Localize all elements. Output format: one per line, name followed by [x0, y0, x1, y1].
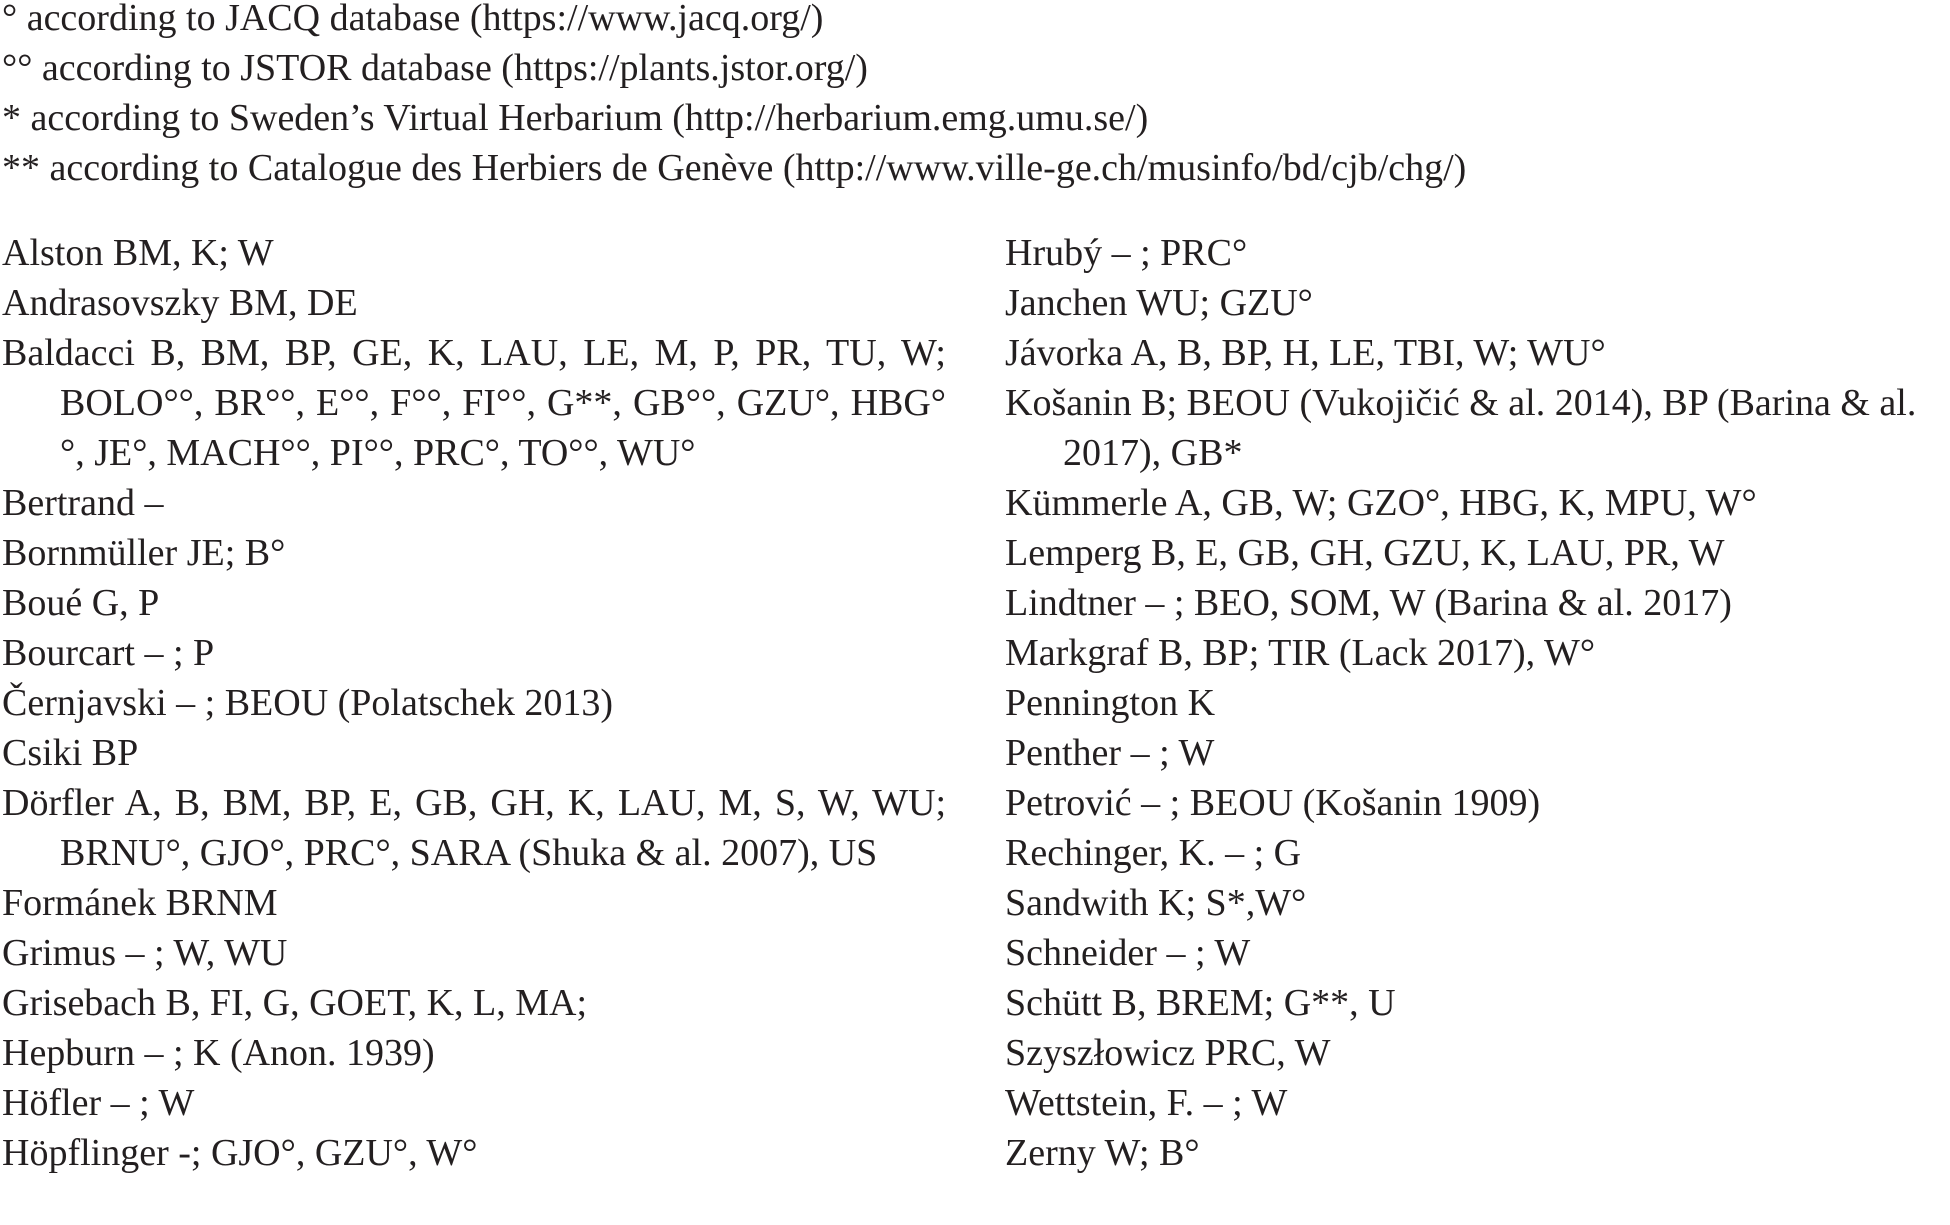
collector-entry: Kümmerle A, GB, W; GZO°, HBG, K, MPU, W°: [1005, 482, 1757, 524]
collector-entry: Grimus – ; W, WU: [2, 932, 288, 974]
collector-entry: Košanin B; BEOU (Vukojičić & al. 2014), BP (Barina & al. 2017), GB*: [1005, 382, 1917, 474]
collector-entry: Boué G, P: [2, 582, 160, 624]
collector-entry: Schneider – ; W: [1005, 932, 1251, 974]
collector-entry: Lindtner – ; BEO, SOM, W (Barina & al. 2017): [1005, 582, 1732, 624]
collector-entry: Höfler – ; W: [2, 1082, 195, 1124]
note-jstor: °° according to JSTOR database (https://plants.jstor.org/): [2, 47, 868, 89]
collector-entry: Penther – ; W: [1005, 732, 1215, 774]
collector-entry: Černjavski – ; BEOU (Polatschek 2013): [2, 682, 614, 724]
collector-list-right-column: [1005, 228, 1945, 1178]
note-jacq: ° according to JACQ database (https://www.jacq.org/): [2, 0, 824, 39]
collector-entry: Dörfler A, B, BM, BP, E, GB, GH, K, LAU, M, S, W, WU; BRNU°, GJO°, PRC°, SARA (Shuka & al. 2007), US: [2, 782, 946, 874]
collector-entry: Janchen WU; GZU°: [1005, 282, 1313, 324]
collector-entry: Markgraf B, BP; TIR (Lack 2017), W°: [1005, 632, 1596, 674]
collector-entry: Wettstein, F. – ; W: [1005, 1082, 1288, 1124]
collector-entry: Schütt B, BREM; G**, U: [1005, 982, 1396, 1024]
collector-entry: Petrović – ; BEOU (Košanin 1909): [1005, 782, 1541, 824]
collector-entry: Sandwith K; S*,W°: [1005, 882, 1307, 924]
note-sweden-virtual-herbarium: * according to Sweden’s Virtual Herbarium (http://herbarium.emg.umu.se/): [2, 97, 1149, 139]
collector-entry: Andrasovszky BM, DE: [2, 282, 358, 324]
collector-entry: Baldacci B, BM, BP, GE, K, LAU, LE, M, P, PR, TU, W; BOLO°°, BR°°, E°°, F°°, FI°°, G**, GB°°, GZU°, HBG°°, JE°, MACH°°, PI°°, PRC°, TO°°, WU°: [2, 332, 946, 474]
collector-entry: Csiki BP: [2, 732, 139, 774]
collector-entry: Rechinger, K. – ; G: [1005, 832, 1302, 874]
collector-entry: Bertrand –: [2, 482, 164, 524]
collector-entry: Hrubý – ; PRC°: [1005, 232, 1248, 274]
collector-entry: Zerny W; B°: [1005, 1132, 1200, 1174]
collector-entry: Hepburn – ; K (Anon. 1939): [2, 1032, 435, 1074]
collector-entry: Formánek BRNM: [2, 882, 278, 924]
collector-entry: Jávorka A, B, BP, H, LE, TBI, W; WU°: [1005, 332, 1606, 374]
collector-entry: Szyszłowicz PRC, W: [1005, 1032, 1331, 1074]
collector-entry: Pennington K: [1005, 682, 1216, 724]
collector-entry: Höpflinger -; GJO°, GZU°, W°: [2, 1132, 478, 1174]
collector-list-left-column: [2, 228, 946, 1178]
collector-entry: Bourcart – ; P: [2, 632, 215, 674]
footnote-legend: [2, 0, 1942, 193]
collector-entry: Bornmüller JE; B°: [2, 532, 286, 574]
note-herbiers-geneve: ** according to Catalogue des Herbiers de Genève (http://www.ville-ge.ch/musinfo/bd/cjb/chg/): [2, 147, 1467, 189]
collector-entry: Alston BM, K; W: [2, 232, 274, 274]
collector-entry: Lemperg B, E, GB, GH, GZU, K, LAU, PR, W: [1005, 532, 1725, 574]
collector-entry: Grisebach B, FI, G, GOET, K, L, MA;: [2, 982, 588, 1024]
